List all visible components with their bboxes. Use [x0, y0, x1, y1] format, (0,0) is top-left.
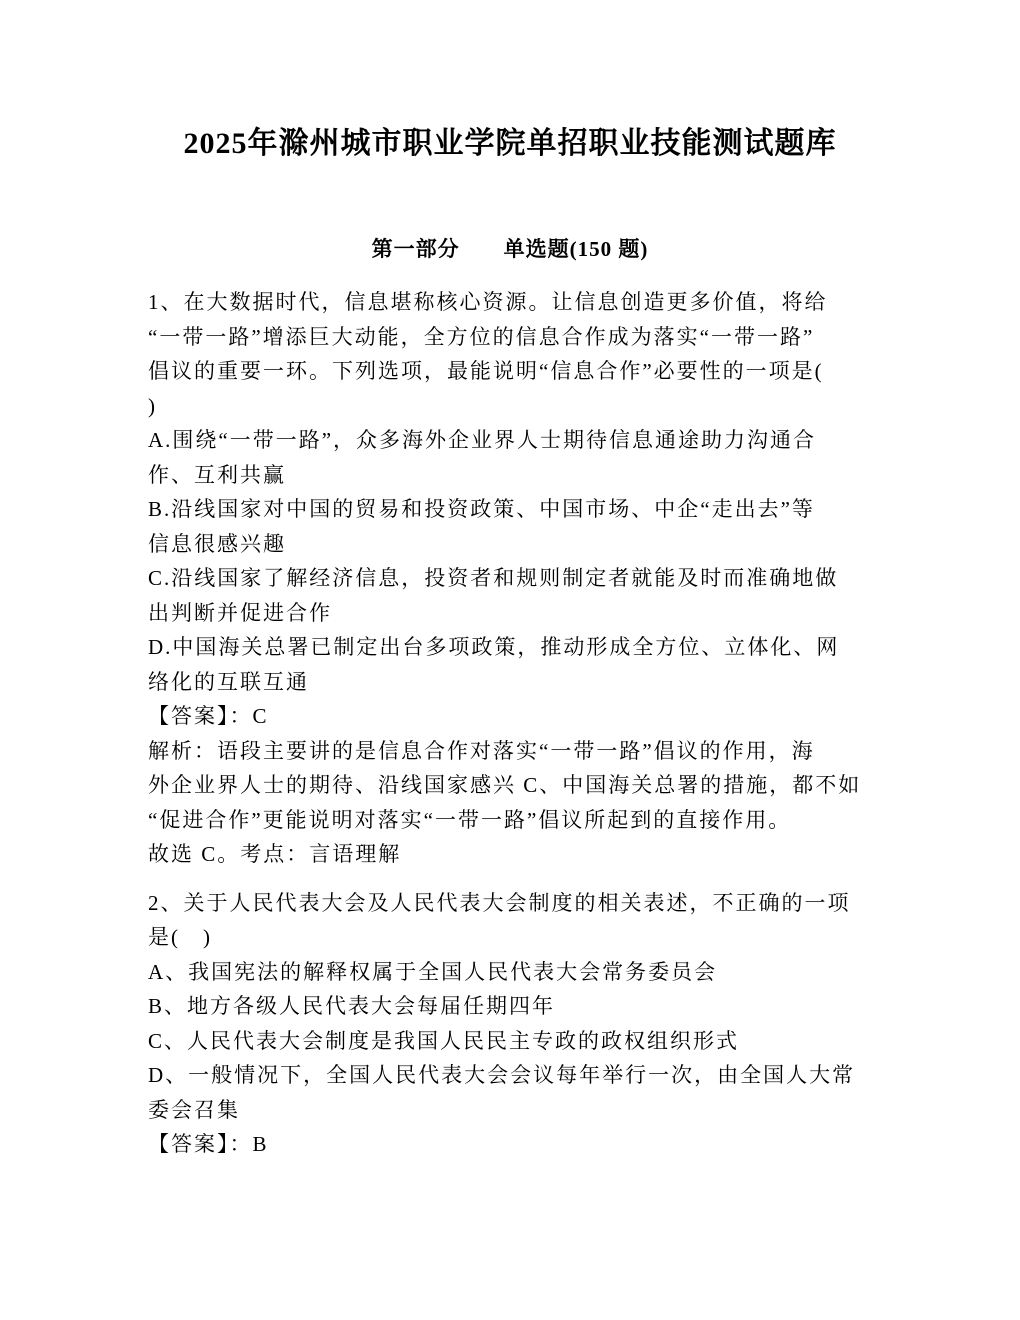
q1-explanation-line: 解析：语段主要讲的是信息合作对落实“一带一路”倡议的作用，海 — [148, 738, 815, 763]
q1-option-c-line: 出判断并促进合作 — [148, 600, 332, 625]
q2-option-d-line: D、一般情况下，全国人民代表大会会议每年举行一次，由全国人大常 — [148, 1063, 856, 1087]
q1-explanation-line: 外企业界人士的期待、沿线国家感兴 C、中国海关总署的措施，都不如 — [148, 773, 862, 797]
q1-stem-line: “一带一路”增添巨大动能，全方位的信息合作成为落实“一带一路” — [148, 324, 815, 349]
q1-answer-line: 【答案】：C — [148, 704, 269, 728]
question-2 — [148, 886, 908, 1162]
q2-option-c-line: C、人民代表大会制度是我国人民民主专政的政权组织形式 — [148, 1028, 740, 1053]
q1-option-c-line: C.沿线国家了解经济信息，投资者和规则制定者就能及时而准确地做 — [148, 566, 839, 590]
q1-stem-line: 倡议的重要一环。下列选项，最能说明“信息合作”必要性的一项是( — [148, 359, 824, 383]
q2-answer-line: 【答案】：B — [148, 1132, 269, 1156]
q1-option-d-line: 络化的互联互通 — [148, 669, 309, 694]
question-1 — [148, 285, 908, 872]
q1-stem-line: ) — [148, 393, 157, 418]
q1-explanation-line: 故选 C。考点：言语理解 — [148, 842, 402, 866]
q1-explanation-line: “促进合作”更能说明对落实“一带一路”倡议所起到的直接作用。 — [148, 807, 792, 832]
document-body — [148, 285, 908, 1162]
section-heading: 第一部分 单选题(150 题) — [371, 237, 649, 261]
q2-stem-line: 2、关于人民代表大会及人民代表大会制度的相关表述，不正确的一项 — [148, 890, 851, 915]
q1-option-a-line: 作、互利共赢 — [148, 462, 286, 487]
q2-option-d-line: 委会召集 — [148, 1097, 240, 1122]
q2-option-b-line: B、地方各级人民代表大会每届任期四年 — [148, 994, 556, 1018]
q2-option-a-line: A、我国宪法的解释权属于全国人民代表大会常务委员会 — [148, 959, 718, 984]
q1-stem-line: 1、在大数据时代，信息堪称核心资源。让信息创造更多价值，将给 — [148, 290, 828, 314]
q2-stem-line: 是( ) — [148, 925, 212, 949]
q1-option-a-line: A.围绕“一带一路”，众多海外企业界人士期待信息通途助力沟通合 — [148, 428, 817, 452]
q1-option-b-line: 信息很感兴趣 — [148, 531, 286, 556]
document-title: 2025年滁州城市职业学院单招职业技能测试题库 — [183, 127, 837, 160]
q1-option-b-line: B.沿线国家对中国的贸易和投资政策、中国市场、中企“走出去”等 — [148, 497, 815, 521]
q1-option-d-line: D.中国海关总署已制定出台多项政策，推动形成全方位、立体化、网 — [148, 635, 840, 659]
